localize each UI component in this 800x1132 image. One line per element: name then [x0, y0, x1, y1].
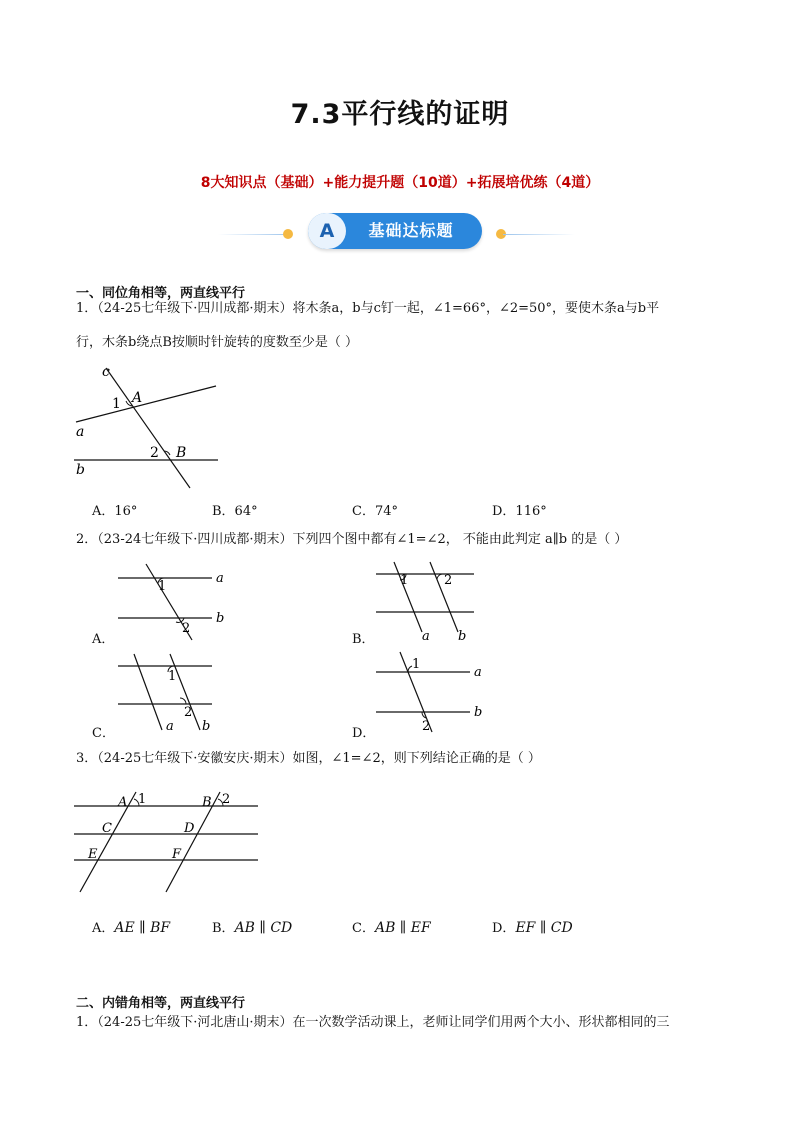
section-heading: 二、内错角相等，两直线平行 [76, 996, 246, 1011]
svg-text:E: E [88, 847, 98, 862]
label-1: 1 [112, 396, 121, 412]
label-c: c [102, 364, 110, 380]
label-a: a [76, 424, 85, 440]
page-subtitle: 8大知识点（基础）+能力提升题（10道）+拓展培优练（4道） [200, 175, 600, 191]
question-1-option-d[interactable]: D．116° [492, 504, 547, 519]
svg-text:b: b [474, 705, 483, 720]
label-2: 2 [150, 445, 159, 461]
question-2-figure-d [370, 648, 500, 734]
svg-text:2: 2 [182, 621, 191, 636]
question-3-figure [70, 786, 260, 896]
question-3-option-d[interactable]: D．EF ∥ CD [492, 920, 573, 936]
question-2-option-a[interactable]: A． [92, 632, 115, 647]
question-1-option-a[interactable]: A．16° [92, 504, 138, 519]
page-title: 7.3平行线的证明 [290, 99, 510, 130]
svg-text:b: b [202, 719, 211, 734]
label-B: B [176, 445, 187, 461]
question-1-text-line2: 行，木条b绕点B按顺时针旋转的度数至少是（ ） [76, 335, 359, 350]
label-b: b [76, 462, 85, 478]
svg-text:a: a [166, 719, 174, 734]
question-3-option-b[interactable]: B．AB ∥ CD [212, 920, 293, 936]
question-2-figure-a [112, 562, 242, 642]
question-2-figure-c [112, 650, 242, 734]
svg-text:a: a [474, 665, 482, 680]
banner-line-right [503, 234, 575, 235]
svg-text:F: F [172, 847, 182, 862]
svg-text:b: b [458, 629, 467, 642]
svg-text:a: a [216, 571, 224, 586]
label-A: A [132, 390, 143, 406]
svg-text:B: B [202, 795, 212, 810]
svg-text:D: D [184, 821, 195, 836]
banner-dot-left [283, 229, 293, 239]
question-3-text: 3．（24-25七年级下·安徽安庆·期末）如图，∠1=∠2，则下列结论正确的是（ ） [76, 751, 541, 766]
svg-text:1: 1 [138, 792, 147, 807]
line-c [106, 368, 190, 488]
svg-text:1: 1 [400, 573, 409, 588]
svg-text:2: 2 [184, 705, 193, 720]
question-1-figure [70, 360, 230, 495]
question-2-option-d[interactable]: D． [352, 726, 376, 741]
svg-text:C: C [102, 821, 112, 836]
svg-text:2: 2 [444, 573, 453, 588]
question-2-text: 2．（23-24七年级下·四川成都·期末）下列四个图中都有∠1=∠2， 不能由此判定 a∥b 的是（ ） [76, 532, 628, 547]
question-3-option-c[interactable]: C．AB ∥ EF [352, 920, 431, 936]
line-a [76, 386, 216, 422]
question-text: 1．（24-25七年级下·河北唐山·期末）在一次数学活动课上，老师让同学们用两个大小、形状都相同的三 [76, 1015, 670, 1030]
question-2-option-b[interactable]: B． [352, 632, 375, 647]
svg-text:1: 1 [412, 657, 421, 672]
section-badge-letter: A [308, 213, 346, 249]
svg-text:2: 2 [422, 719, 431, 734]
banner-line-left [218, 234, 290, 235]
section-badge-text: 基础达标题 [368, 221, 454, 240]
question-1-option-b[interactable]: B．64° [212, 504, 258, 519]
svg-text:A: A [118, 795, 128, 810]
question-2-figure-b [370, 560, 500, 642]
svg-text:2: 2 [222, 792, 231, 807]
question-1-option-c[interactable]: C．74° [352, 504, 398, 519]
svg-text:b: b [216, 611, 225, 626]
svg-text:1: 1 [158, 579, 167, 594]
question-3-option-a[interactable]: A．AE ∥ BF [92, 920, 171, 936]
question-1-text-line1: 1．（24-25七年级下·四川成都·期末）将木条a，b与c钉一起，∠1=66°，∠2=50°，要使木条a与b平 [76, 301, 660, 316]
question-2-option-c[interactable]: C． [92, 726, 115, 741]
section-heading: 一、同位角相等，两直线平行 [76, 286, 246, 301]
svg-text:a: a [422, 629, 430, 642]
svg-text:1: 1 [168, 669, 177, 684]
